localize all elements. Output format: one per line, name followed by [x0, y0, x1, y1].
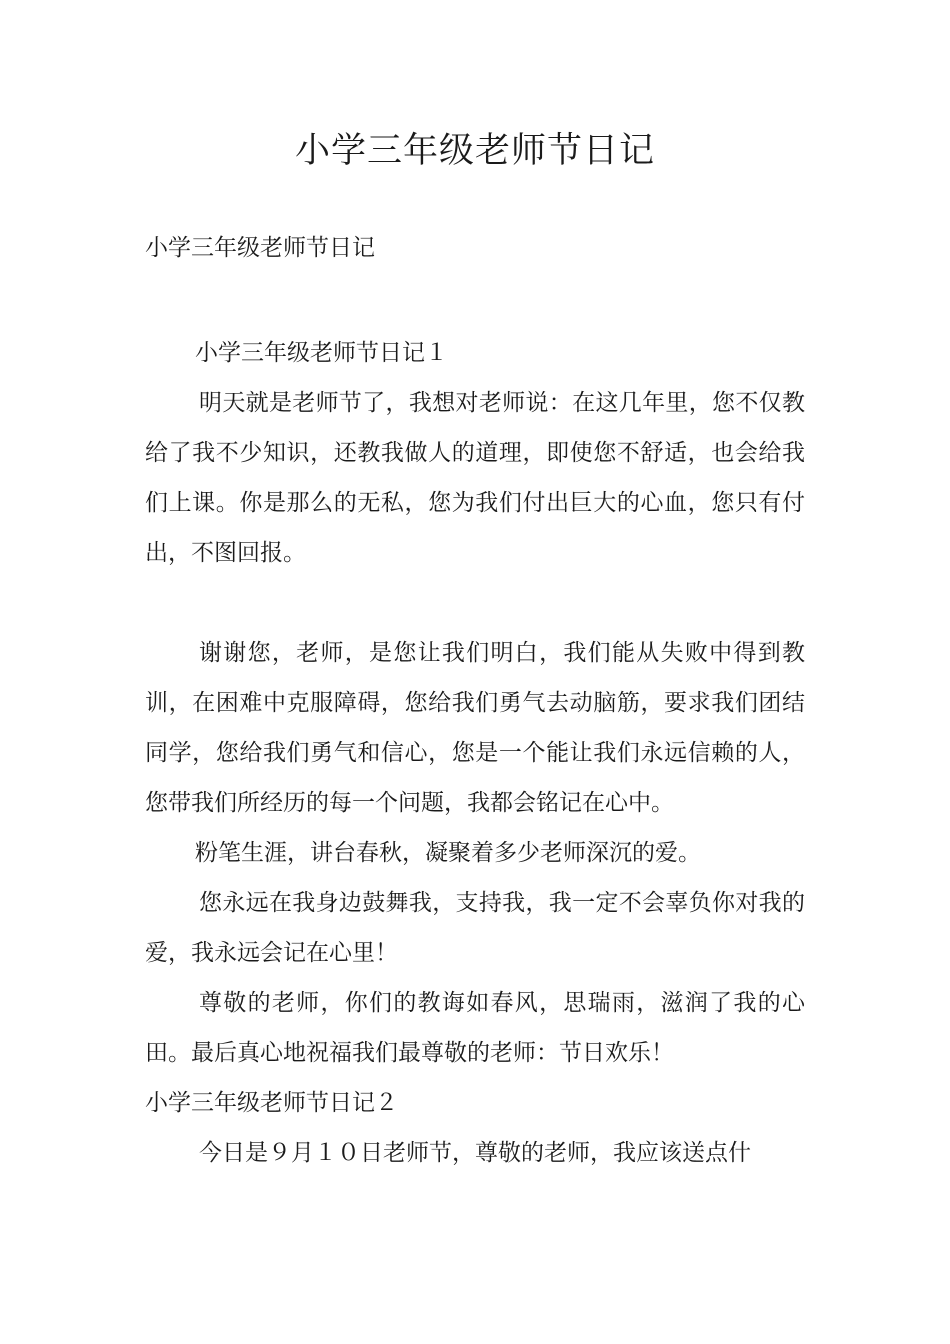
paragraph-1: 明天就是老师节了，我想对老师说：在这几年里，您不仅教给了我不少知识，还教我做人的道理，即使您不舒适，也会给我们上课。你是那么的无私，您为我们付出巨大的心血，您只有付出，不图回报。 — [145, 390, 805, 566]
paragraph-5: 尊敬的老师，你们的教诲如春风，思瑞雨，滋润了我的心田。最后真心地祝福我们最尊敬的老师：节日欢乐！ — [145, 990, 805, 1066]
document-subtitle: 小学三年级老师节日记 — [145, 235, 375, 261]
paragraph-gap — [145, 578, 805, 628]
section-2-first-line: 今日是９月１０日老师节，尊敬的老师，我应该送点什 — [199, 1140, 751, 1166]
paragraph-3: 粉笔生涯，讲台春秋，凝聚着多少老师深沉的爱。 — [195, 840, 701, 866]
document-title: 小学三年级老师节日记 — [294, 131, 655, 171]
section-heading-2: 小学三年级老师节日记２ — [145, 1090, 398, 1116]
paragraph-2: 谢谢您，老师，是您让我们明白，我们能从失败中得到教训，在困难中克服障碍，您给我们勇气去动脑筋，要求我们团结同学，您给我们勇气和信心，您是一个能让我们永远信赖的人，您带我们所经历的每一个问题，我都会铭记在心中。 — [145, 640, 805, 816]
section-heading-1: 小学三年级老师节日记１ — [195, 340, 448, 366]
document-body — [145, 328, 805, 1178]
paragraph-4: 您永远在我身边鼓舞我，支持我，我一定不会辜负你对我的爱，我永远会记在心里！ — [145, 890, 805, 966]
